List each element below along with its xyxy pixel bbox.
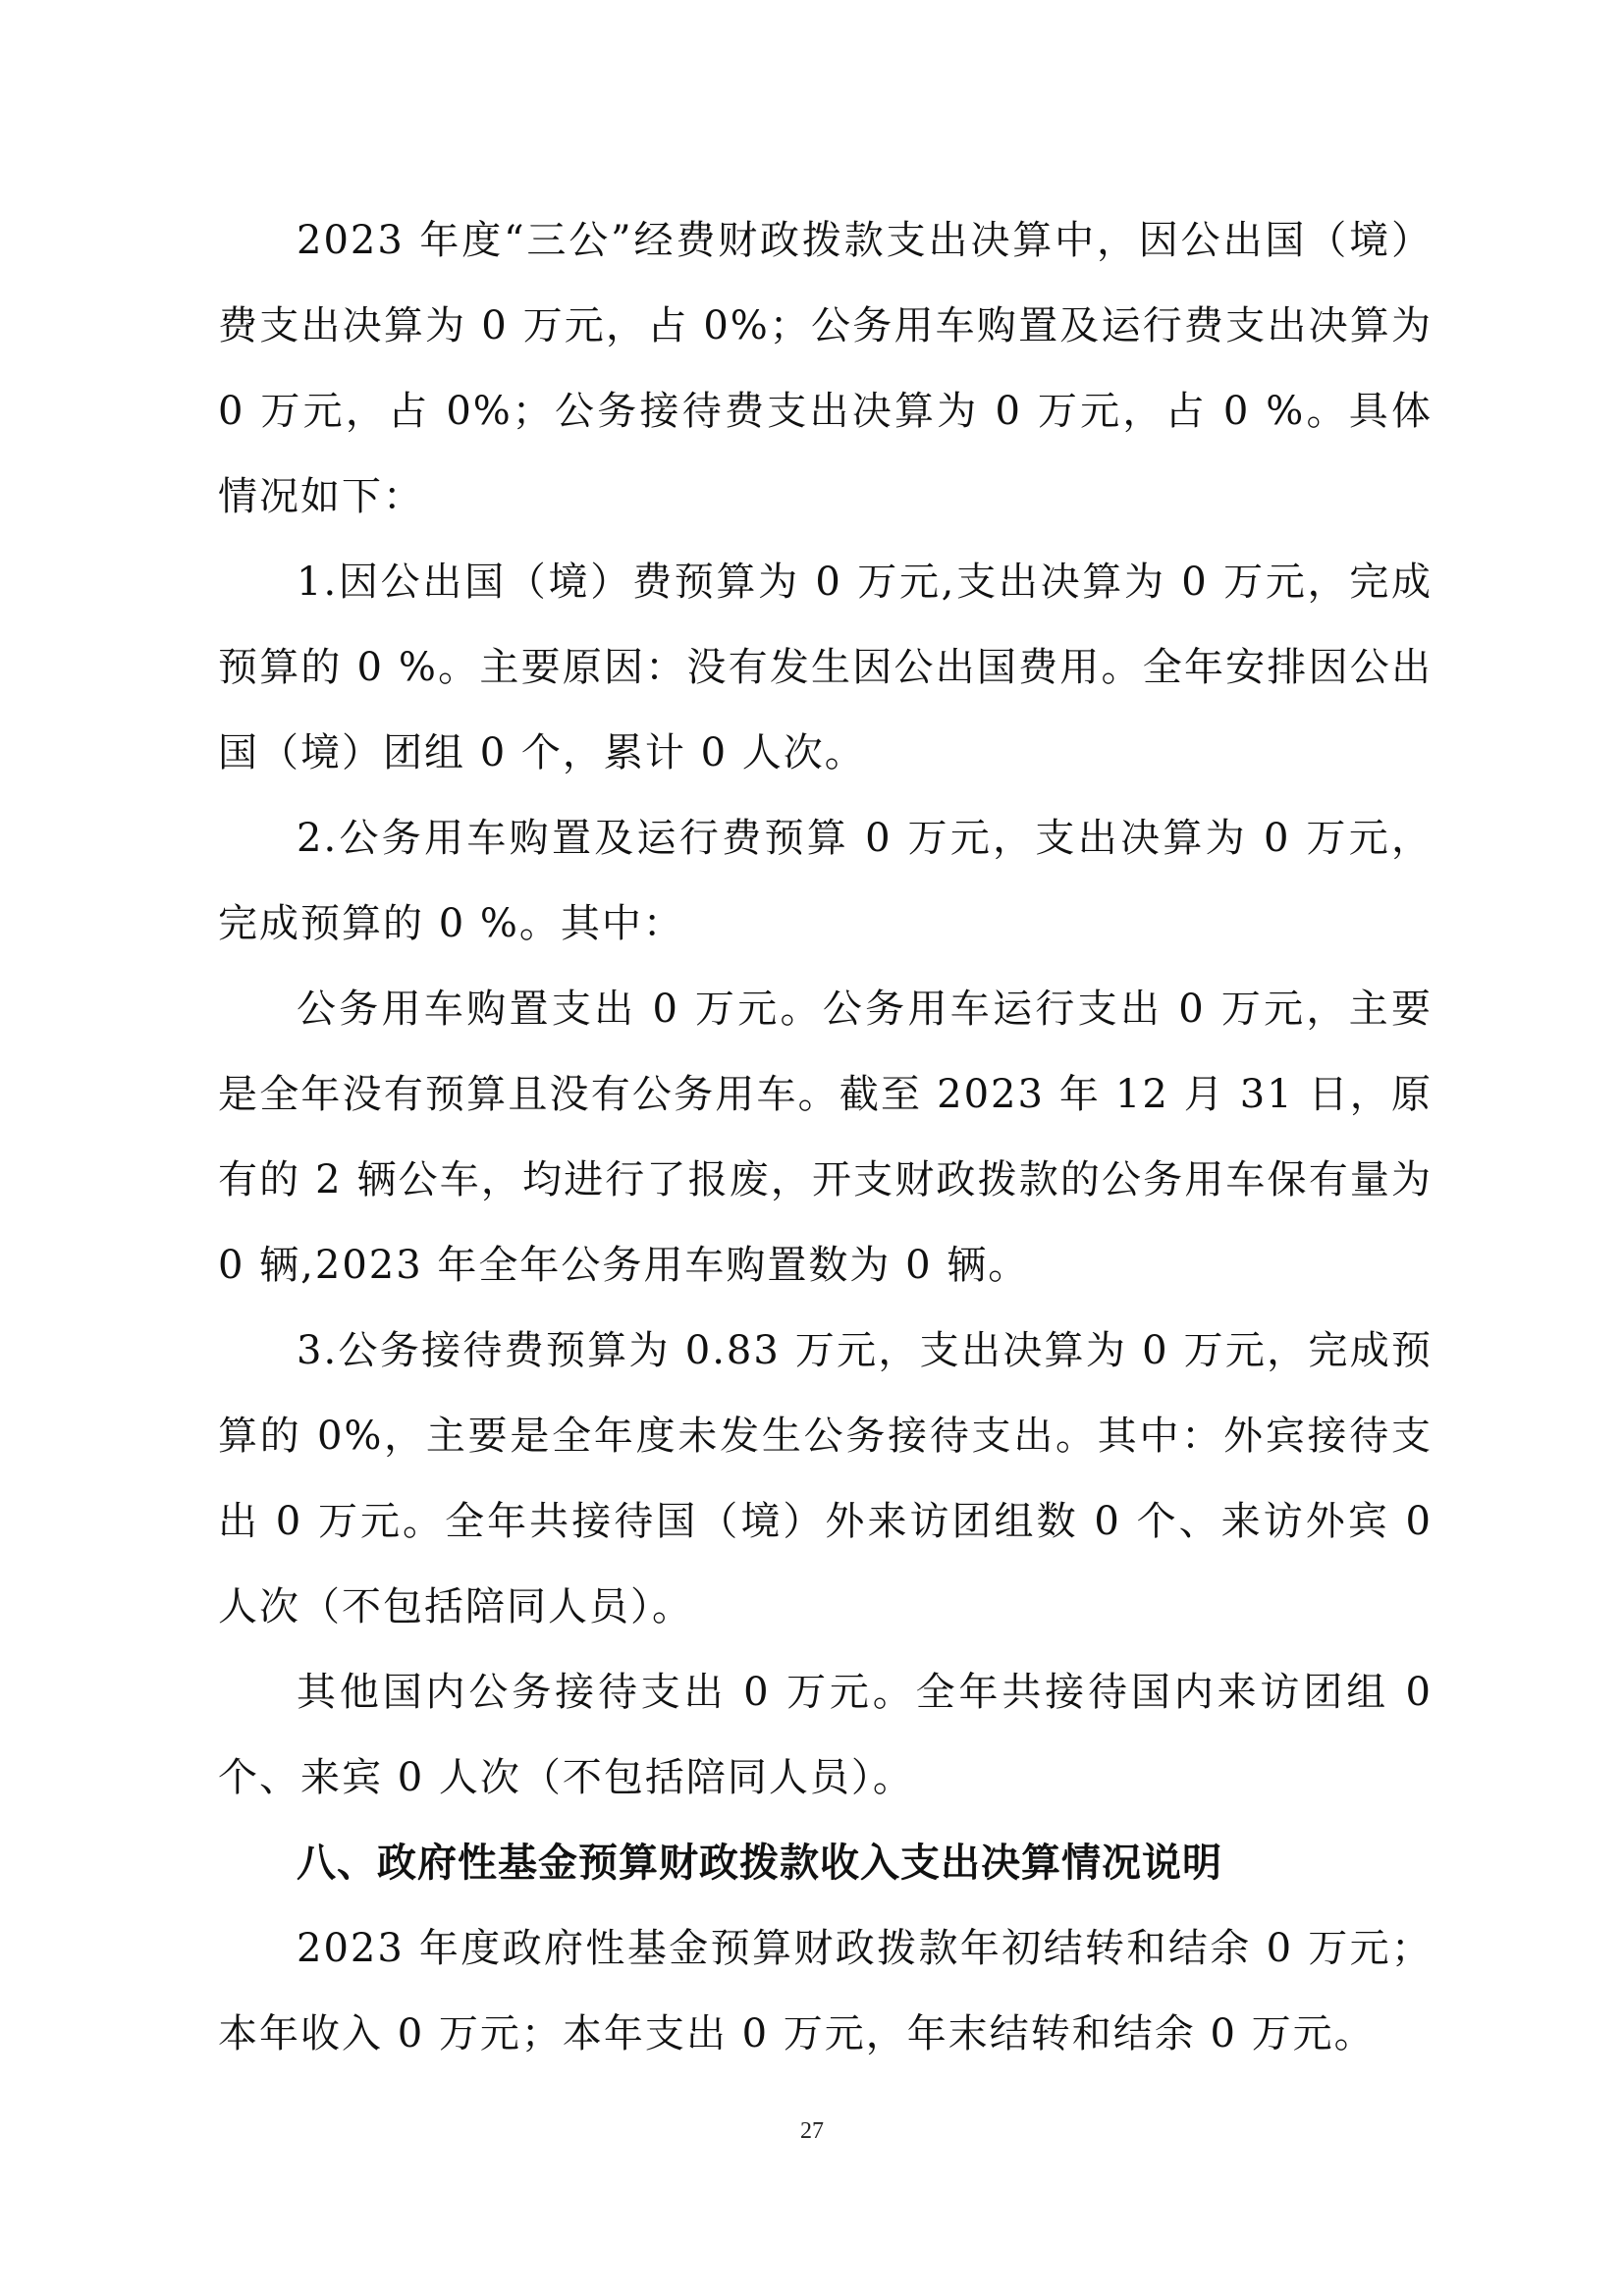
document-body (218, 198, 1433, 2077)
paragraph-government-fund: 2023 年度政府性基金预算财政拨款年初结转和结余 0 万元；本年收入 0 万元；本年支出 0 万元，年末结转和结余 0 万元。 (218, 1926, 1433, 2056)
paragraph-domestic-reception: 其他国内公务接待支出 0 万元。全年共接待国内来访团组 0 个、来宾 0 人次（不包括陪同人员）。 (218, 1670, 1433, 1800)
paragraph-reception-budget: 3.公务接待费预算为 0.83 万元，支出决算为 0 万元，完成预算的 0%，主要是全年度未发生公务接待支出。其中：外宾接待支出 0 万元。全年共接待国（境）外来访团组数 0 个、来访外宾 0 人次（不包括陪同人员）。 (218, 1328, 1433, 1629)
paragraph-vehicle-budget: 2.公务用车购置及运行费预算 0 万元，支出决算为 0 万元，完成预算的 0 %。其中： (218, 816, 1433, 946)
section-heading: 八、政府性基金预算财政拨款收入支出决算情况说明 (297, 1841, 1222, 1886)
page-number: 27 (800, 2118, 824, 2144)
paragraph-summary: 2023 年度“三公”经费财政拨款支出决算中，因公出国（境）费支出决算为 0 万元，占 0%；公务用车购置及运行费支出决算为 0 万元，占 0%；公务接待费支出决算为 0 万元，占 0 %。具体情况如下： (218, 218, 1433, 519)
paragraph-overseas-travel: 1.因公出国（境）费预算为 0 万元,支出决算为 0 万元，完成预算的 0 %。主要原因：没有发生因公出国费用。全年安排因公出国（境）团组 0 个，累计 0 人次。 (218, 560, 1433, 775)
paragraph-vehicle-details: 公务用车购置支出 0 万元。公务用车运行支出 0 万元，主要是全年没有预算且没有公务用车。截至 2023 年 12 月 31 日，原有的 2 辆公车，均进行了报废，开支财政拨款的公务用车保有量为 0 辆,2023 年全年公务用车购置数为 0 辆。 (218, 987, 1433, 1288)
